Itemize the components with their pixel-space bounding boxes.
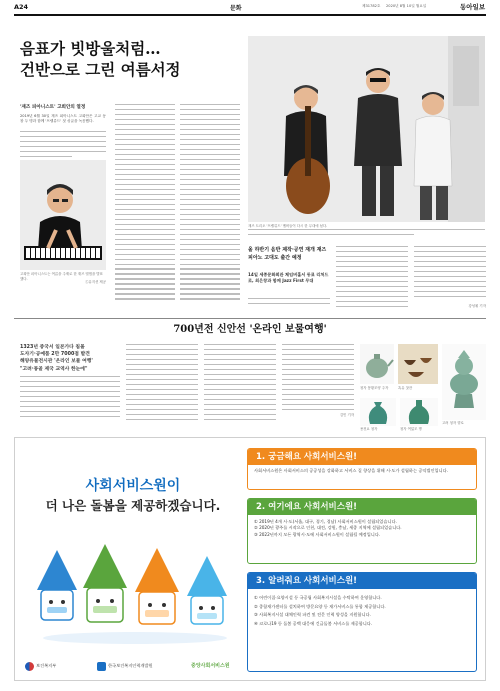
ad-section-2-item: ③ 2022년까지 모든 광역시·도에 사회서비스원이 설립될 예정입니다.	[254, 531, 381, 537]
ad-section-2-item: ② 2020년 광주를 시작으로 인천, 대전, 강원, 충남, 세종 지역에 설립되었습니다.	[254, 525, 402, 531]
portrait-photo-credit: Ⓒ뮤지션 제공	[85, 280, 106, 284]
trio-band-photo	[248, 36, 485, 222]
band-photo-caption: 재즈 트리오 '프렐류드' 멤버들이 다시 한 무대에 섰다.	[248, 224, 328, 228]
incense-burner-artifact-icon	[442, 344, 486, 420]
article2-author: 김민 기자	[339, 413, 354, 417]
teapot-artifact-icon	[360, 344, 394, 384]
bowls-artifact-icon	[398, 344, 438, 384]
article1-body-col5	[336, 246, 408, 314]
ad-section-3	[247, 572, 477, 672]
ad-headline-line-2: 더 나은 돌봄을 제공하겠습니다.	[45, 498, 221, 513]
ad-section-3-body	[248, 591, 476, 671]
celadon-vase-icon	[360, 398, 396, 426]
article2-body-col4	[282, 344, 354, 410]
ad-section-1	[247, 448, 477, 490]
article2-sub-2: 도자기·공예품 2만 7000점 발견	[20, 352, 90, 358]
ad-section-3-item: ② 종합재가센터를 설치하여 방문요양 등 재가서비스를 통합 제공합니다.	[254, 603, 386, 609]
ministry-logo-text: 보건복지부	[36, 663, 57, 668]
mascot-characters-icon	[35, 540, 235, 644]
headline-line-2: 건반으로 그린 여름서정	[20, 60, 181, 79]
article1-author: 강성휘 기자	[468, 304, 486, 308]
artifact-caption-4: 용천요 청자	[360, 427, 378, 431]
article2-headline: 700년전 신안선 '온라인 보물여행'	[173, 324, 327, 335]
artifact-photo-4	[360, 398, 396, 426]
article-divider	[14, 318, 486, 319]
article2-sub-4: "고려·몽골 제국 교역사 한눈에"	[20, 366, 88, 372]
section-name: 문화	[230, 5, 242, 12]
article2-body-col3	[204, 344, 276, 420]
article1-body-col2	[115, 104, 175, 304]
artifact-photo-5	[400, 398, 438, 426]
institute-logo-icon	[97, 662, 106, 671]
ad-section-1-title: 1. 궁금해요 사회서비스원!	[248, 449, 476, 465]
article1-body-col3	[180, 104, 240, 304]
header-rule	[14, 14, 486, 16]
ad-section-3-item: ④ 코로나19 등 돌봄 공백 대응에 긴급돌봄 서비스를 제공합니다.	[254, 620, 373, 626]
portrait-caption: 고희안 피아니스트는 여름을 주제로 한 재즈 앨범을 발표했다.	[20, 272, 103, 281]
article2-sub-1: 1323년 중국서 일본가다 침몰	[20, 345, 85, 350]
artifact-caption-2: 흑유 찻잔	[398, 386, 413, 390]
ad-mascot-illustration	[35, 540, 235, 644]
article1-cross-sub: 14일 세종문화회관 체임버홀서 동료 리처드 로, 최은창과 함께 Jazz First 무대	[248, 272, 329, 284]
article1-intro: 2019년 6월 30일 재즈 피아니스트 고희안은 고교 동창 두 명과 함께 '프렐류드' 첫 싱글을 녹음했다.	[20, 114, 106, 124]
ad-section-2-title: 2. 여기에요 사회서비스원!	[248, 499, 476, 515]
article1-cross-headline: 올 하반기 음반 제작·공연 재개 재즈 피아노 고대도 출간 예정	[248, 247, 327, 261]
headline-line-1: 음표가 빗방울처럼…	[20, 39, 161, 58]
ad-headline	[33, 476, 233, 516]
artifact-photo-3	[442, 344, 486, 420]
artifact-caption-5: 고려 청자 향로	[442, 421, 464, 425]
artifact-caption-1: 청자 봉황모양 주자	[360, 386, 389, 390]
ad-section-3-item: ③ 사회복지시설 대체인력 파견 및 전문 인력 양성을 지원합니다.	[254, 612, 371, 617]
ad-section-2-item: ① 2019년 4개 시·도(서울, 대구, 경기, 경남) 사회서비스원이 설립되었습니다.	[254, 519, 397, 524]
pianist-illustration	[20, 160, 106, 270]
central-service-logo-text: 중앙사회서비스원	[191, 663, 230, 669]
ad-section-1-body: 사회서비스원은 사회서비스의 공공성을 강화하고 서비스 질 향상을 위해 시·도가 설립하는 공익법인입니다.	[254, 468, 448, 473]
band-caption-lines	[248, 229, 485, 237]
pianist-portrait-photo	[20, 160, 106, 270]
article1-subtitle: '재즈 피아니스트' 고희안의 열정	[20, 105, 86, 110]
page-number: A24	[14, 3, 29, 11]
page-header	[14, 2, 486, 14]
issue-number: 제31782호	[362, 4, 381, 8]
artifact-caption-3: 청자 여덟모 병	[400, 427, 422, 431]
welfare-ad	[14, 437, 486, 681]
institute-logo-text: 한국보건복지인력개발원	[108, 663, 153, 668]
newspaper-brand: 동아일보	[460, 3, 486, 11]
ad-section-3-item: ① 어린이집·요양시설 등 국공립 사회복지시설을 수탁하여 운영합니다.	[254, 595, 382, 600]
article2-subheads	[20, 344, 120, 373]
article1-body-col1	[20, 131, 106, 159]
article1-body-col4	[248, 298, 330, 310]
artifact-photo-2	[398, 344, 438, 384]
ad-section-3-title: 3. 알려줘요 사회서비스원!	[248, 573, 476, 589]
ministry-logo-icon	[25, 662, 34, 671]
ad-footer-logos	[25, 660, 245, 674]
band-illustration	[248, 36, 485, 222]
ad-section-2	[247, 498, 477, 564]
article2-sub-3: 해양유물전시관 '온라인 보물 여행'	[20, 359, 93, 365]
artifact-photo-1	[360, 344, 394, 384]
article2-body-col1	[20, 376, 120, 420]
article1-body-col6	[414, 246, 486, 302]
article1-headline	[20, 38, 230, 80]
issue-date: 2020년 8월 10일 월요일	[386, 4, 427, 8]
ad-headline-line-1: 사회서비스원이	[85, 478, 181, 494]
ad-section-2-body	[248, 516, 476, 563]
octagonal-bottle-icon	[400, 398, 438, 426]
article2-body-col2	[126, 344, 198, 420]
